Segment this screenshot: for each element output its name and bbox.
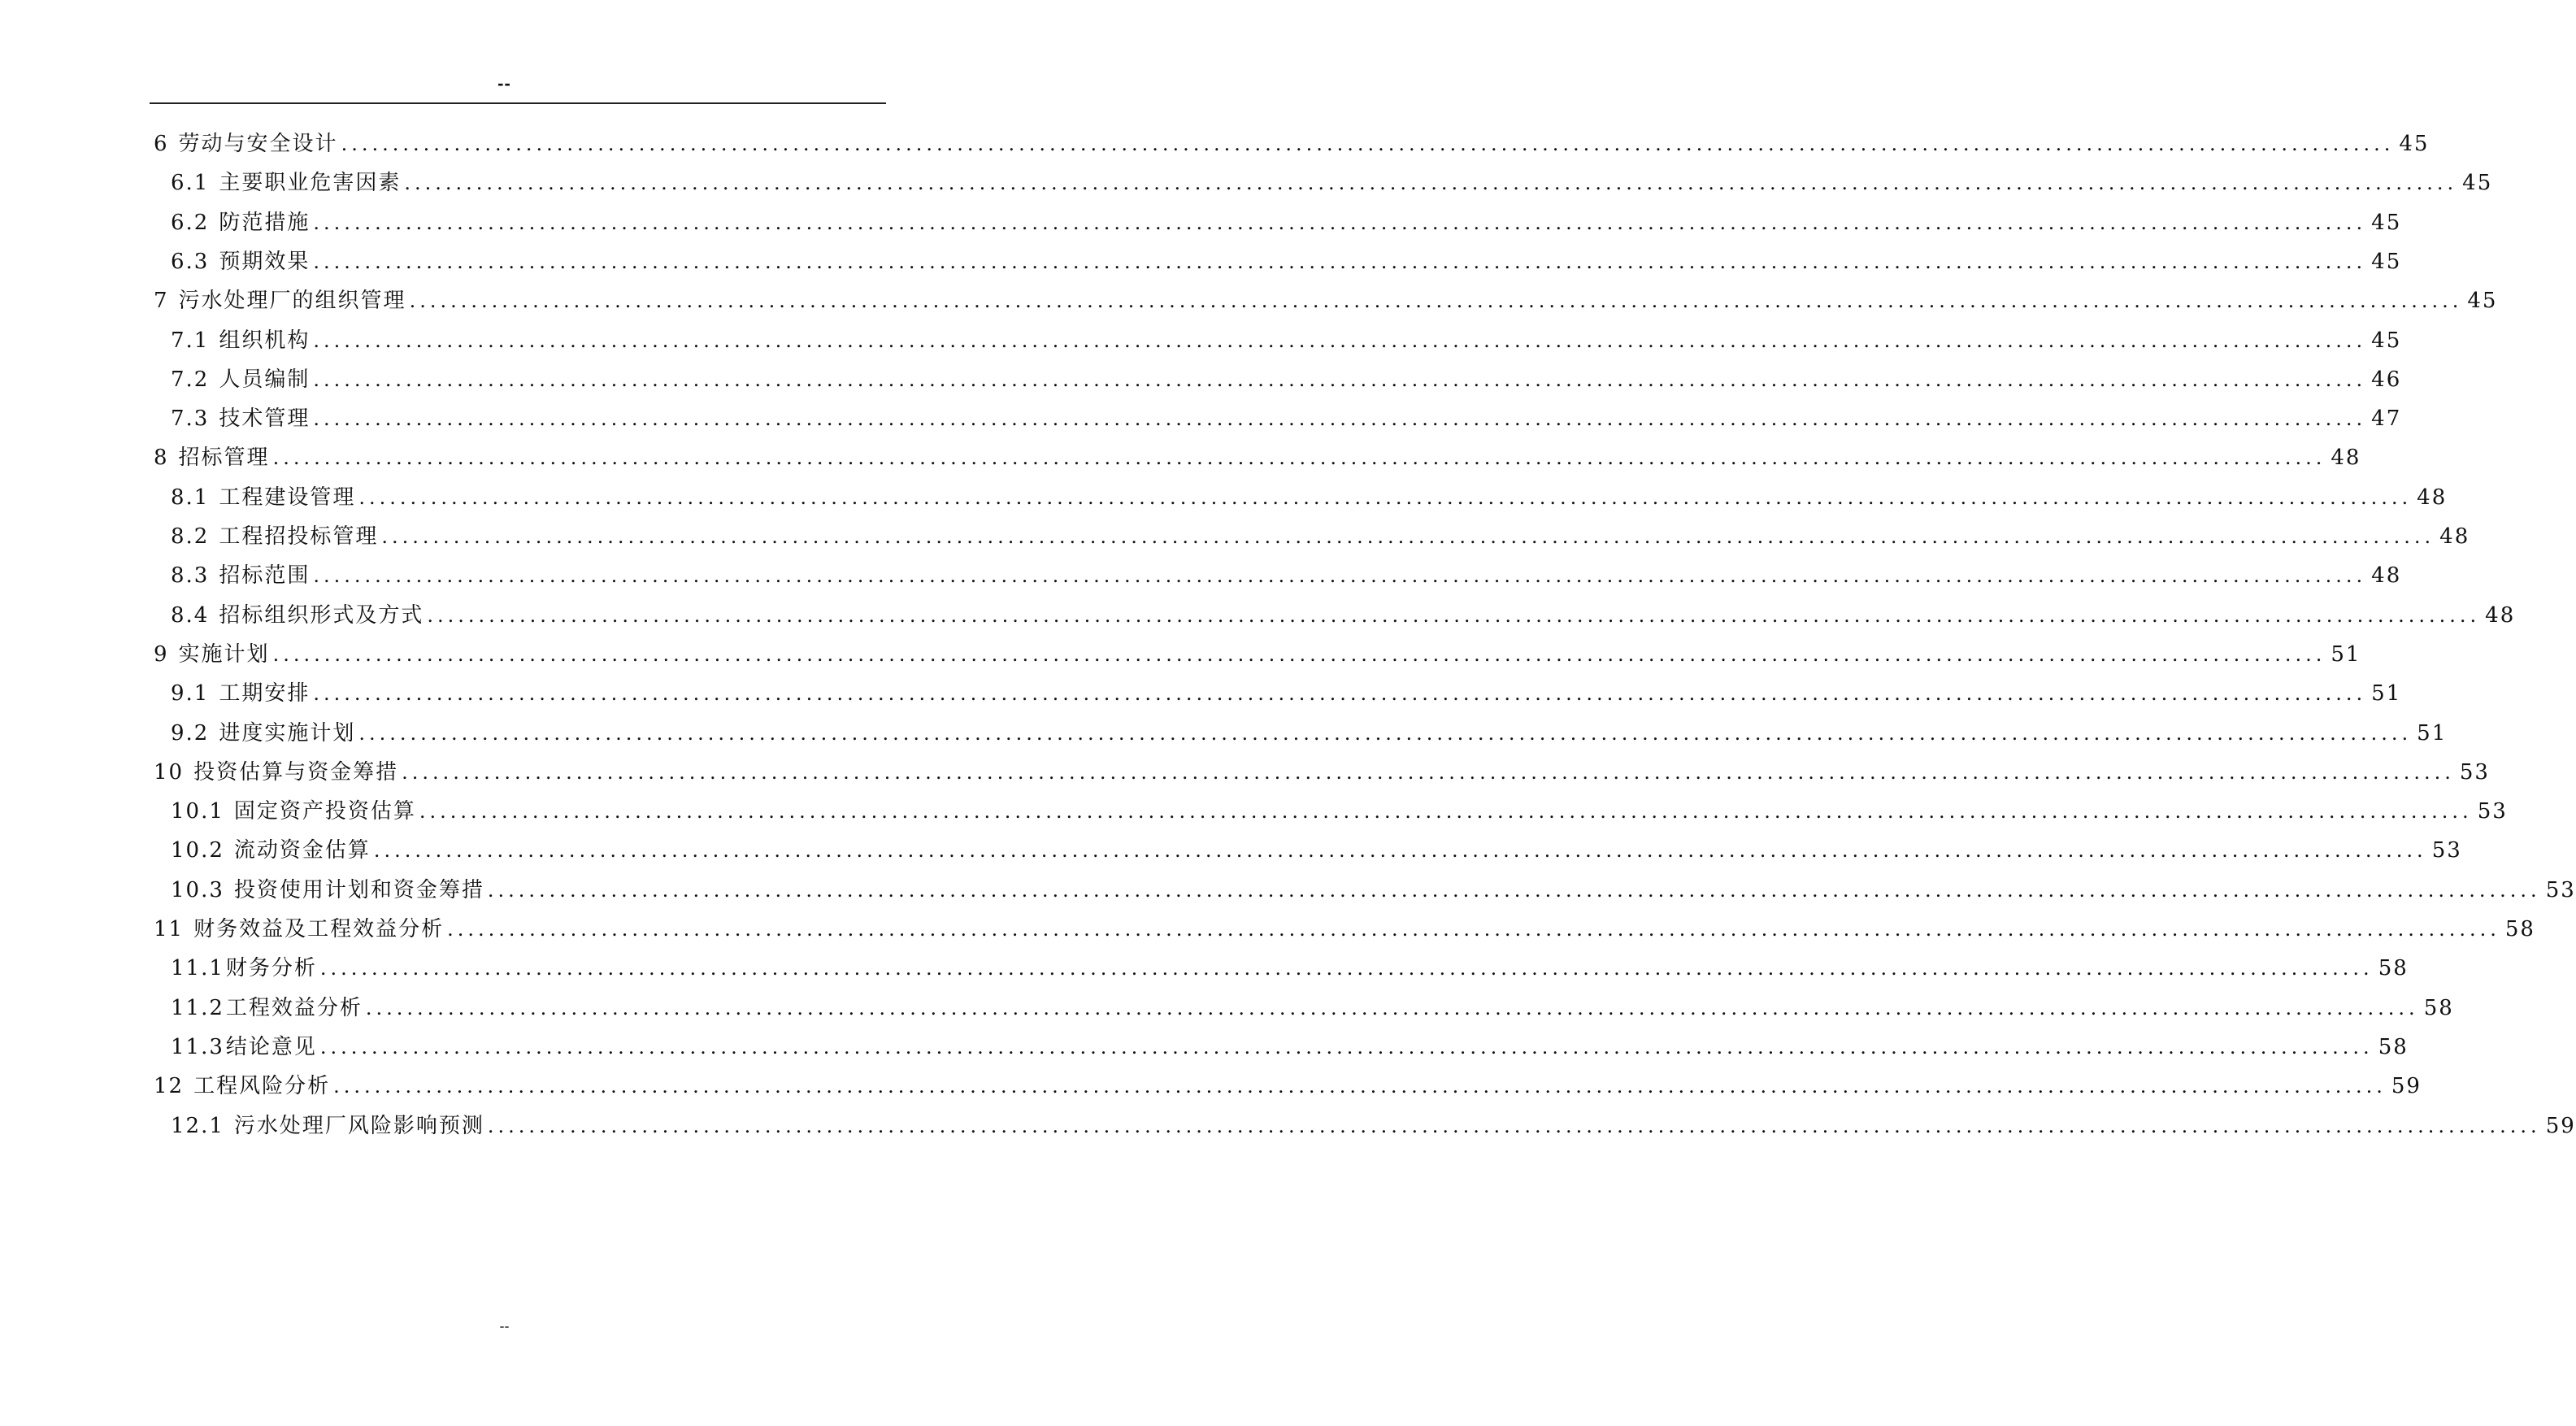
toc-entry-number: 9.2 bbox=[171, 720, 210, 746]
toc-leader-dots: ........................................................................................................................................................................................................ bbox=[313, 328, 2367, 352]
toc-entry-page-number: 53 bbox=[2431, 838, 2462, 863]
toc-leader-dots: ........................................................................................................................................................................................................ bbox=[358, 485, 2413, 509]
toc-entry-title: 招标组织形式及方式 bbox=[219, 602, 424, 628]
toc-entry-heading bbox=[154, 1072, 330, 1100]
toc-entry-heading bbox=[171, 562, 310, 589]
toc-entry-number: 11.3 bbox=[171, 1034, 224, 1059]
toc-entry-heading bbox=[154, 915, 444, 943]
toc-entry-number: 10.3 bbox=[171, 877, 224, 902]
toc-entry-heading bbox=[171, 876, 484, 904]
toc-leader-dots: ........................................................................................................................................................................................................ bbox=[358, 721, 2413, 745]
toc-entry-number: 12.1 bbox=[171, 1113, 224, 1138]
toc-entry-title: 技术管理 bbox=[219, 406, 311, 432]
toc-entry-title: 财务效益及工程效益分析 bbox=[193, 917, 445, 941]
toc-entry-heading bbox=[171, 1112, 484, 1140]
toc-entry[interactable] bbox=[154, 1067, 2422, 1100]
toc-entry-heading bbox=[171, 248, 310, 276]
toc-entry-heading bbox=[171, 523, 378, 550]
toc-entry-number: 8.3 bbox=[171, 563, 210, 589]
toc-entry-title: 污水处理厂风险影响预测 bbox=[233, 1113, 484, 1138]
toc-leader-dots: ........................................................................................................................................................................................................ bbox=[427, 603, 2481, 627]
toc-entry[interactable] bbox=[171, 715, 2448, 747]
toc-leader-dots: ........................................................................................................................................................................................................ bbox=[373, 839, 2427, 863]
toc-entry-heading bbox=[171, 954, 317, 982]
toc-entry-page-number: 48 bbox=[2485, 602, 2516, 628]
toc-entry[interactable] bbox=[171, 1107, 2576, 1140]
toc-entry-page-number: 53 bbox=[2545, 877, 2576, 902]
toc-entry[interactable] bbox=[154, 125, 2430, 158]
toc-entry-heading bbox=[171, 169, 401, 197]
toc-entry-title: 工程建设管理 bbox=[219, 485, 356, 510]
toc-entry-number: 11 bbox=[154, 917, 185, 941]
toc-entry-heading bbox=[171, 405, 310, 433]
toc-entry-title: 投资估算与资金筹措 bbox=[193, 759, 399, 785]
toc-entry-heading bbox=[171, 484, 355, 511]
toc-entry[interactable] bbox=[171, 675, 2402, 707]
toc-entry-page-number: 47 bbox=[2371, 406, 2402, 432]
toc-entry[interactable] bbox=[171, 204, 2402, 237]
toc-entry-page-number: 48 bbox=[2439, 524, 2470, 549]
toc-entry-page-number: 46 bbox=[2371, 367, 2402, 392]
toc-leader-dots: ........................................................................................................................................................................................................ bbox=[272, 642, 2326, 666]
toc-leader-dots: ........................................................................................................................................................................................................ bbox=[319, 957, 2374, 980]
toc-entry-heading bbox=[171, 994, 363, 1022]
toc-entry-number: 7.3 bbox=[171, 406, 210, 432]
toc-entry-heading bbox=[171, 720, 355, 747]
toc-leader-dots: ........................................................................................................................................................................................................ bbox=[313, 250, 2367, 273]
toc-leader-dots: ........................................................................................................................................................................................................ bbox=[313, 682, 2367, 706]
toc-entry-number: 7.1 bbox=[171, 328, 210, 353]
toc-entry-page-number: 53 bbox=[2477, 799, 2508, 824]
toc-leader-dots: ........................................................................................................................................................................................................ bbox=[272, 446, 2326, 470]
toc-entry[interactable] bbox=[171, 793, 2508, 825]
toc-entry[interactable] bbox=[171, 1028, 2409, 1061]
toc-entry-heading bbox=[154, 641, 270, 668]
toc-entry-title: 人员编制 bbox=[219, 367, 311, 392]
toc-entry-number: 10.1 bbox=[171, 799, 224, 824]
toc-entry-number: 8.2 bbox=[171, 524, 210, 549]
toc-entry-heading bbox=[171, 837, 371, 864]
toc-entry[interactable] bbox=[171, 950, 2409, 982]
toc-entry-number: 6.2 bbox=[171, 210, 210, 235]
toc-entry-number: 8.4 bbox=[171, 602, 210, 628]
toc-entry-number: 10 bbox=[154, 759, 185, 785]
toc-entry-number: 11.1 bbox=[171, 956, 224, 981]
toc-entry-heading bbox=[171, 1033, 317, 1061]
toc-entry-page-number: 58 bbox=[2504, 917, 2535, 941]
toc-leader-dots: ........................................................................................................................................................................................................ bbox=[313, 564, 2367, 588]
toc-entry-title: 结论意见 bbox=[225, 1034, 317, 1059]
toc-entry-title: 固定资产投资估算 bbox=[233, 799, 416, 824]
toc-leader-dots: ........................................................................................................................................................................................................ bbox=[487, 1114, 2541, 1137]
toc-entry-title: 防范措施 bbox=[219, 210, 311, 235]
toc-entry-page-number: 48 bbox=[2331, 446, 2361, 471]
toc-entry[interactable] bbox=[154, 911, 2535, 943]
toc-leader-dots: ........................................................................................................................................................................................................ bbox=[381, 525, 2435, 548]
toc-entry-heading bbox=[171, 798, 416, 825]
toc-leader-dots: ........................................................................................................................................................................................................ bbox=[487, 878, 2541, 902]
toc-entry-page-number: 45 bbox=[2371, 210, 2402, 235]
toc-entry-number: 6.3 bbox=[171, 249, 210, 274]
toc-entry-number: 9 bbox=[154, 641, 169, 667]
toc-entry[interactable] bbox=[171, 989, 2454, 1022]
toc-entry-page-number: 59 bbox=[2391, 1074, 2422, 1099]
toc-entry-number: 11.2 bbox=[171, 995, 224, 1020]
toc-entry-number: 9.1 bbox=[171, 681, 210, 706]
toc-entry-heading bbox=[154, 287, 406, 315]
toc-entry-heading bbox=[171, 680, 310, 707]
header-rule bbox=[150, 102, 886, 104]
toc-entry-page-number: 51 bbox=[2331, 641, 2361, 667]
toc-entry-page-number: 53 bbox=[2459, 759, 2490, 785]
toc-entry[interactable] bbox=[171, 243, 2402, 276]
toc-entry-title: 招标范围 bbox=[219, 563, 311, 589]
toc-entry-title: 工程效益分析 bbox=[225, 995, 363, 1020]
toc-entry-number: 8 bbox=[154, 446, 169, 471]
toc-entry[interactable] bbox=[154, 439, 2361, 472]
toc-entry-number: 10.2 bbox=[171, 838, 224, 863]
toc-entry-number: 6 bbox=[154, 132, 169, 156]
toc-entry[interactable] bbox=[171, 361, 2402, 393]
toc-entry-title: 劳动与安全设计 bbox=[178, 132, 338, 156]
toc-entry[interactable] bbox=[171, 872, 2576, 904]
toc-entry-page-number: 58 bbox=[2378, 956, 2409, 981]
toc-entry-number: 12 bbox=[154, 1074, 185, 1099]
toc-leader-dots: ........................................................................................................................................................................................................ bbox=[365, 996, 2419, 1020]
toc-entry-title: 投资使用计划和资金筹措 bbox=[233, 877, 484, 902]
toc-entry-title: 组织机构 bbox=[219, 328, 311, 353]
toc-entry-title: 实施计划 bbox=[178, 641, 270, 667]
toc-entry-title: 主要职业危害因素 bbox=[219, 171, 402, 196]
toc-entry-page-number: 45 bbox=[2371, 328, 2402, 353]
toc-entry-page-number: 45 bbox=[2371, 249, 2402, 274]
toc-entry-heading bbox=[171, 366, 310, 393]
toc-entry-heading bbox=[171, 327, 310, 354]
toc-entry[interactable] bbox=[171, 557, 2402, 589]
toc-entry-title: 工程招投标管理 bbox=[219, 524, 379, 549]
toc-entry[interactable] bbox=[171, 322, 2402, 354]
toc-entry-number: 7.2 bbox=[171, 367, 210, 392]
toc-entry[interactable] bbox=[171, 164, 2493, 197]
toc-leader-dots: ........................................................................................................................................................................................................ bbox=[341, 133, 2395, 155]
toc-entry-page-number: 45 bbox=[2467, 289, 2498, 314]
toc-leader-dots: ........................................................................................................................................................................................................ bbox=[447, 918, 2500, 941]
toc-entry-title: 财务分析 bbox=[225, 956, 317, 981]
toc-entry-heading bbox=[154, 130, 338, 158]
toc-entry-heading bbox=[154, 759, 398, 786]
toc-leader-dots: ........................................................................................................................................................................................................ bbox=[404, 172, 2458, 195]
toc-entry[interactable] bbox=[154, 636, 2361, 668]
toc-entry[interactable] bbox=[154, 754, 2490, 786]
toc-entry-number: 6.1 bbox=[171, 171, 210, 196]
toc-entry-page-number: 45 bbox=[2462, 171, 2493, 196]
toc-leader-dots: ........................................................................................................................................................................................................ bbox=[313, 407, 2367, 431]
toc-entry-page-number: 45 bbox=[2399, 132, 2430, 156]
toc-entry-page-number: 48 bbox=[2371, 563, 2402, 589]
toc-entry-number: 7 bbox=[154, 289, 169, 314]
toc-entry[interactable] bbox=[171, 400, 2402, 433]
toc-entry-title: 流动资金估算 bbox=[233, 838, 371, 863]
toc-leader-dots: ........................................................................................................................................................................................................ bbox=[333, 1075, 2387, 1098]
toc-entry[interactable] bbox=[171, 518, 2470, 550]
toc-entry[interactable] bbox=[171, 479, 2448, 511]
toc-entry-title: 预期效果 bbox=[219, 249, 311, 274]
page-header-mark: -- bbox=[497, 73, 511, 93]
toc-entry-page-number: 58 bbox=[2378, 1034, 2409, 1059]
toc-entry-page-number: 58 bbox=[2423, 995, 2454, 1020]
toc-entry-number: 8.1 bbox=[171, 485, 210, 510]
toc-leader-dots: ........................................................................................................................................................................................................ bbox=[409, 289, 2463, 313]
toc-leader-dots: ........................................................................................................................................................................................................ bbox=[319, 1035, 2374, 1059]
toc-entry[interactable] bbox=[154, 282, 2498, 315]
toc-entry-title: 工程风险分析 bbox=[193, 1074, 331, 1099]
toc-leader-dots: ........................................................................................................................................................................................................ bbox=[313, 367, 2367, 391]
toc-entry-page-number: 51 bbox=[2371, 681, 2402, 706]
toc-leader-dots: ........................................................................................................................................................................................................ bbox=[402, 760, 2455, 784]
toc-entry-heading bbox=[171, 602, 424, 629]
toc-entry-title: 招标管理 bbox=[178, 446, 270, 471]
toc-entry-title: 污水处理厂的组织管理 bbox=[178, 289, 406, 314]
toc-entry-title: 进度实施计划 bbox=[219, 720, 356, 746]
toc-entry-page-number: 59 bbox=[2545, 1113, 2576, 1138]
toc-leader-dots: ........................................................................................................................................................................................................ bbox=[313, 211, 2367, 234]
toc-entry-heading bbox=[171, 209, 310, 237]
toc-entry-title: 工期安排 bbox=[219, 681, 311, 706]
toc-entry-heading bbox=[154, 444, 270, 472]
toc-entry-page-number: 48 bbox=[2417, 485, 2448, 510]
toc-entry[interactable] bbox=[171, 597, 2516, 629]
toc-entry-page-number: 51 bbox=[2417, 720, 2448, 746]
toc-leader-dots: ........................................................................................................................................................................................................ bbox=[419, 800, 2473, 824]
page-footer-mark: -- bbox=[499, 1318, 510, 1334]
toc-entry[interactable] bbox=[171, 832, 2462, 864]
